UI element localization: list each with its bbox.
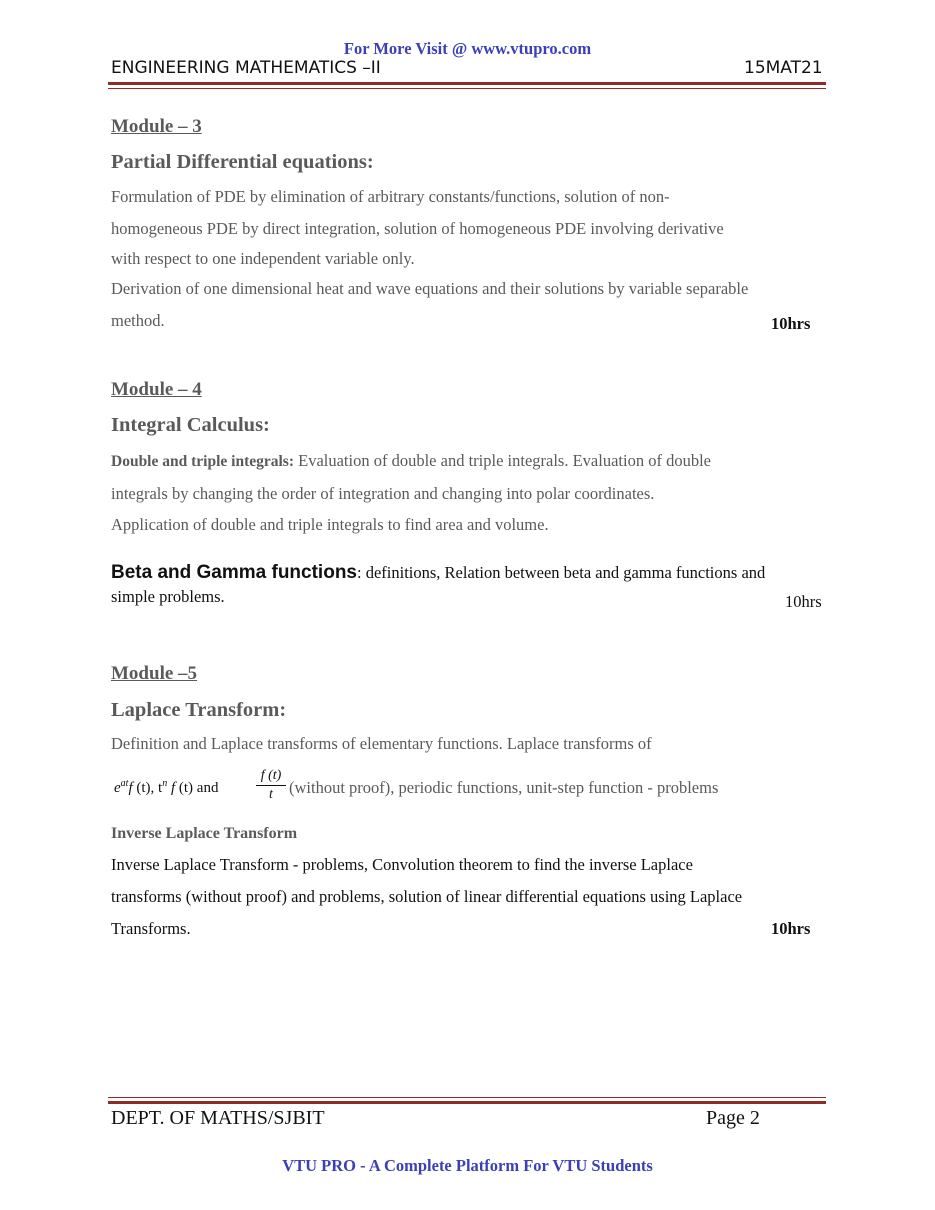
module-4-line1-rest: Evaluation of double and triple integrals. Evaluation of double bbox=[294, 451, 711, 470]
module-3-line: Formulation of PDE by elimination of arbitrary constants/functions, solution of non- bbox=[111, 187, 670, 206]
beta-gamma-lead: Beta and Gamma functions bbox=[111, 562, 357, 583]
math-f1: f bbox=[128, 780, 133, 796]
beta-gamma-rest: : definitions, Relation between beta and gamma functions and bbox=[357, 563, 766, 582]
header-course-code: 15MAT21 bbox=[744, 58, 823, 78]
module-4-label: Module – 4 bbox=[111, 379, 202, 400]
module-3-line: with respect to one independent variable only. bbox=[111, 249, 415, 268]
module-5-hours: 10hrs bbox=[771, 919, 811, 938]
module-5-line: Transforms. bbox=[111, 919, 191, 938]
laplace-math-expression bbox=[114, 768, 834, 812]
module-3-label: Module – 3 bbox=[111, 116, 202, 137]
module-3-text bbox=[111, 181, 831, 337]
math-inline bbox=[114, 778, 218, 797]
fraction-denominator: t bbox=[269, 787, 273, 802]
module-4-title: Integral Calculus: bbox=[111, 414, 270, 436]
module-4-bold-lead: Double and triple integrals: bbox=[111, 453, 294, 470]
footer-page-number: Page 2 bbox=[706, 1107, 760, 1129]
math-t1: (t), t bbox=[132, 780, 163, 796]
module-3-hours: 10hrs bbox=[771, 314, 811, 333]
math-exp-n: n bbox=[162, 778, 168, 789]
math-e: e bbox=[114, 780, 121, 796]
module-3-line: homogeneous PDE by direct integration, solution of homogeneous PDE involving derivative bbox=[111, 219, 724, 238]
module-4-line: integrals by changing the order of integration and changing into polar coordinates. bbox=[111, 484, 655, 503]
module-5-label: Module –5 bbox=[111, 663, 198, 684]
math-exp-at: at bbox=[120, 778, 129, 789]
footer-dept: DEPT. OF MATHS/SJBIT bbox=[111, 1107, 325, 1129]
footer-banner[interactable]: VTU PRO - A Complete Platform For VTU Students bbox=[282, 1156, 653, 1175]
fraction-numerator: f (t) bbox=[260, 768, 282, 783]
beta-gamma-line bbox=[111, 562, 831, 584]
module-4-line: Application of double and triple integrals to find area and volume. bbox=[111, 515, 549, 534]
module-4-text bbox=[111, 445, 831, 541]
footer-rule-thick bbox=[108, 1101, 826, 1104]
math-t2: (t) bbox=[175, 780, 194, 796]
module-5-line: transforms (without proof) and problems, solution of linear differential equations using Laplace bbox=[111, 887, 743, 906]
math-and: and bbox=[193, 780, 219, 796]
math-f2: f bbox=[167, 780, 176, 796]
module-5-title: Laplace Transform: bbox=[111, 699, 287, 721]
header-rule-thin bbox=[108, 88, 826, 89]
math-fraction bbox=[254, 768, 288, 803]
module-5-line2-rest: (without proof), periodic functions, unit-step function - problems bbox=[289, 778, 719, 797]
module-3-line: Derivation of one dimensional heat and wave equations and their solutions by variable separable bbox=[111, 279, 749, 298]
module-4-hours: 10hrs bbox=[785, 592, 822, 611]
module-5-line: Inverse Laplace Transform - problems, Convolution theorem to find the inverse Laplace bbox=[111, 855, 693, 874]
top-banner[interactable]: For More Visit @ www.vtupro.com bbox=[343, 39, 592, 58]
header-rule-thick bbox=[108, 82, 826, 85]
footer-rule-thin bbox=[108, 1097, 826, 1098]
module-3-title: Partial Differential equations: bbox=[111, 151, 374, 173]
beta-gamma-block bbox=[111, 562, 831, 607]
module-4-line bbox=[111, 445, 831, 478]
module-5-text bbox=[111, 849, 831, 945]
module-5-line1: Definition and Laplace transforms of elementary functions. Laplace transforms of bbox=[111, 734, 652, 753]
header-course-title: ENGINEERING MATHEMATICS –II bbox=[111, 58, 381, 78]
inverse-laplace-subtitle: Inverse Laplace Transform bbox=[111, 825, 298, 842]
fraction-bar bbox=[256, 785, 286, 786]
module-3-line: method. bbox=[111, 311, 165, 330]
beta-gamma-line2: simple problems. bbox=[111, 587, 225, 606]
